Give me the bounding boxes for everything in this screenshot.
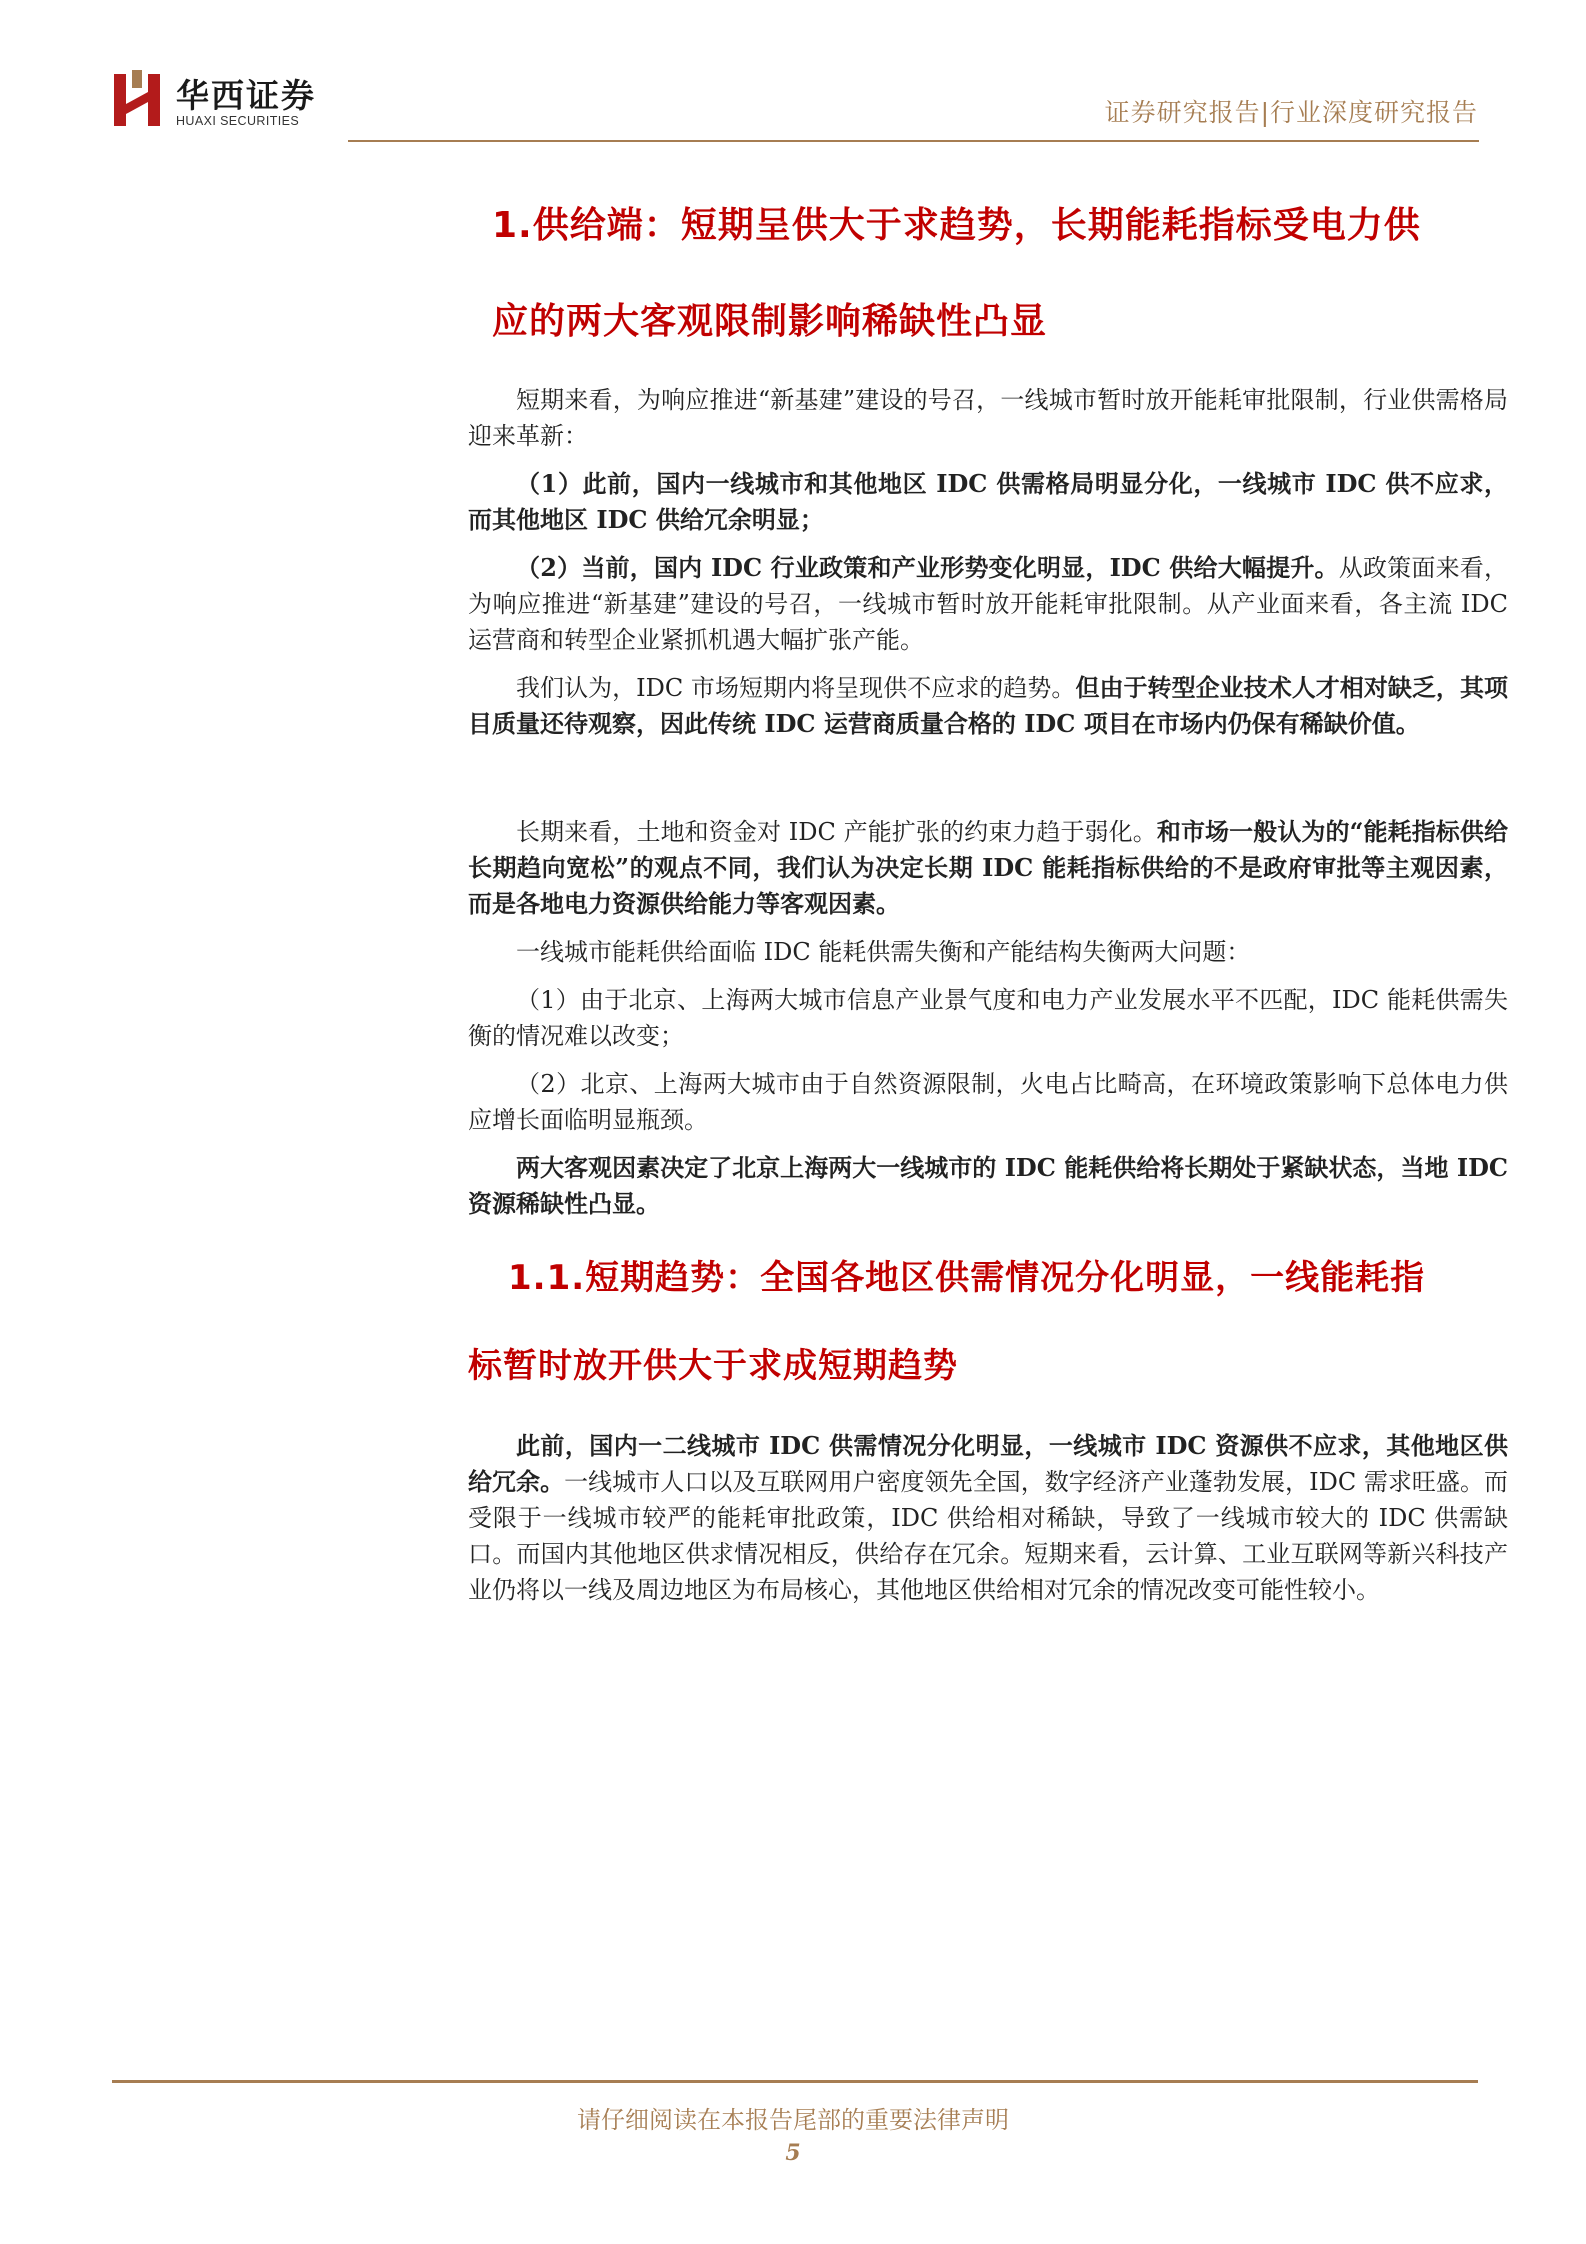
header-divider — [348, 140, 1479, 142]
paragraph: 一线城市能耗供给面临 IDC 能耗供需失衡和产能结构失衡两大问题： — [516, 938, 1251, 966]
page-header — [0, 0, 1586, 150]
paragraph: （1）由于北京、上海两大城市信息产业景气度和电力产业发展水平不匹配，IDC 能耗供需失衡的情况难以改变； — [468, 986, 1508, 1050]
paragraph: （2）北京、上海两大城市由于自然资源限制，火电占比畸高，在环境政策影响下总体电力供应增长面临明显瓶颈。 — [468, 1070, 1508, 1134]
footer-disclaimer: 请仔细阅读在本报告尾部的重要法律声明 — [577, 2106, 1009, 2134]
brand-name-en: HUAXI SECURITIES — [176, 114, 300, 128]
bold-text: 和市场一般认为的“能耗指标供给长期趋向宽松”的观点不同，我们认为决定长期 IDC 能耗指标供给的不是政府审批等主观因素，而是各地电力资源供给能力等客观因素。 — [468, 817, 1508, 918]
plain-text: 一线城市人口以及互联网用户密度领先全国，数字经济产业蓬勃发展，IDC 需求旺盛。而受限于一线城市较严的能耗审批政策，IDC 供给相对稀缺，导致了一线城市较大的 IDC 供需缺口。而国内其他地区供求情况相反，供给存在冗余。短期来看，云计算、工业互联网等新兴科技产业仍将以一线及周边地区为布局核心，其他地区供给相对冗余的情况改变可能性较小。 — [468, 1468, 1508, 1604]
section-1-1-number: 1.1. — [508, 1258, 586, 1298]
bold-text: 但由于转型企业技术人才相对缺乏，其项目质量还待观察，因此传统 IDC 运营商质量合格的 IDC 项目在市场内仍保有稀缺价值。 — [468, 673, 1508, 738]
page-number: 5 — [785, 2140, 801, 2166]
paragraph: （1）此前，国内一线城市和其他地区 IDC 供需格局明显分化，一线城市 IDC 供不应求，而其他地区 IDC 供给冗余明显； — [468, 469, 1508, 534]
paragraph — [468, 814, 1508, 922]
paragraph — [468, 1428, 1508, 1608]
paragraph: 两大客观因素决定了北京上海两大一线城市的 IDC 能耗供给将长期处于紧缺状态，当地 IDC 资源稀缺性凸显。 — [468, 1153, 1508, 1218]
plain-text: 我们认为，IDC 市场短期内将呈现供不应求的趋势。 — [516, 674, 1076, 702]
huaxi-logo-icon — [112, 70, 164, 130]
section-1-1-title-line1: 短期趋势：全国各地区供需情况分化明显，一线能耗指 — [585, 1258, 1426, 1298]
spacer — [468, 754, 1508, 814]
brand-logo — [112, 66, 322, 136]
bold-text: （2）当前，国内 IDC 行业政策和产业形势变化明显，IDC 供给大幅提升。 — [516, 553, 1339, 582]
main-content — [468, 178, 1508, 1620]
paragraph — [468, 550, 1508, 658]
brand-name-cn: 华西证券 — [176, 76, 316, 115]
section-1-1-title — [468, 1234, 1508, 1410]
paragraph: 短期来看，为响应推进“新基建”建设的号召，一线城市暂时放开能耗审批限制，行业供需格局迎来革新： — [468, 386, 1508, 450]
plain-text: 从政策面来看，为响应推进“新基建”建设的号召，一线城市暂时放开能耗审批限制。从产业面来看，各主流 IDC 运营商和转型企业紧抓机遇大幅扩张产能。 — [468, 554, 1509, 654]
bold-text: 此前，国内一二线城市 IDC 供需情况分化明显，一线城市 IDC 资源供不应求，其他地区供给冗余。 — [468, 1431, 1508, 1496]
section-1-1-title-line2: 标暂时放开供大于求成短期趋势 — [468, 1346, 958, 1386]
section-1-title-line2: 应的两大客观限制影响稀缺性凸显 — [492, 301, 1048, 342]
footer-divider — [112, 2080, 1478, 2083]
paragraph — [468, 670, 1508, 742]
section-1-title-line1: 供给端：短期呈供大于求趋势，长期能耗指标受电力供 — [532, 205, 1421, 246]
section-1-number: 1. — [492, 205, 533, 246]
report-type-label: 证券研究报告|行业深度研究报告 — [1104, 98, 1478, 127]
section-1-title — [468, 178, 1508, 370]
plain-text: 长期来看，土地和资金对 IDC 产能扩张的约束力趋于弱化。 — [516, 818, 1157, 846]
